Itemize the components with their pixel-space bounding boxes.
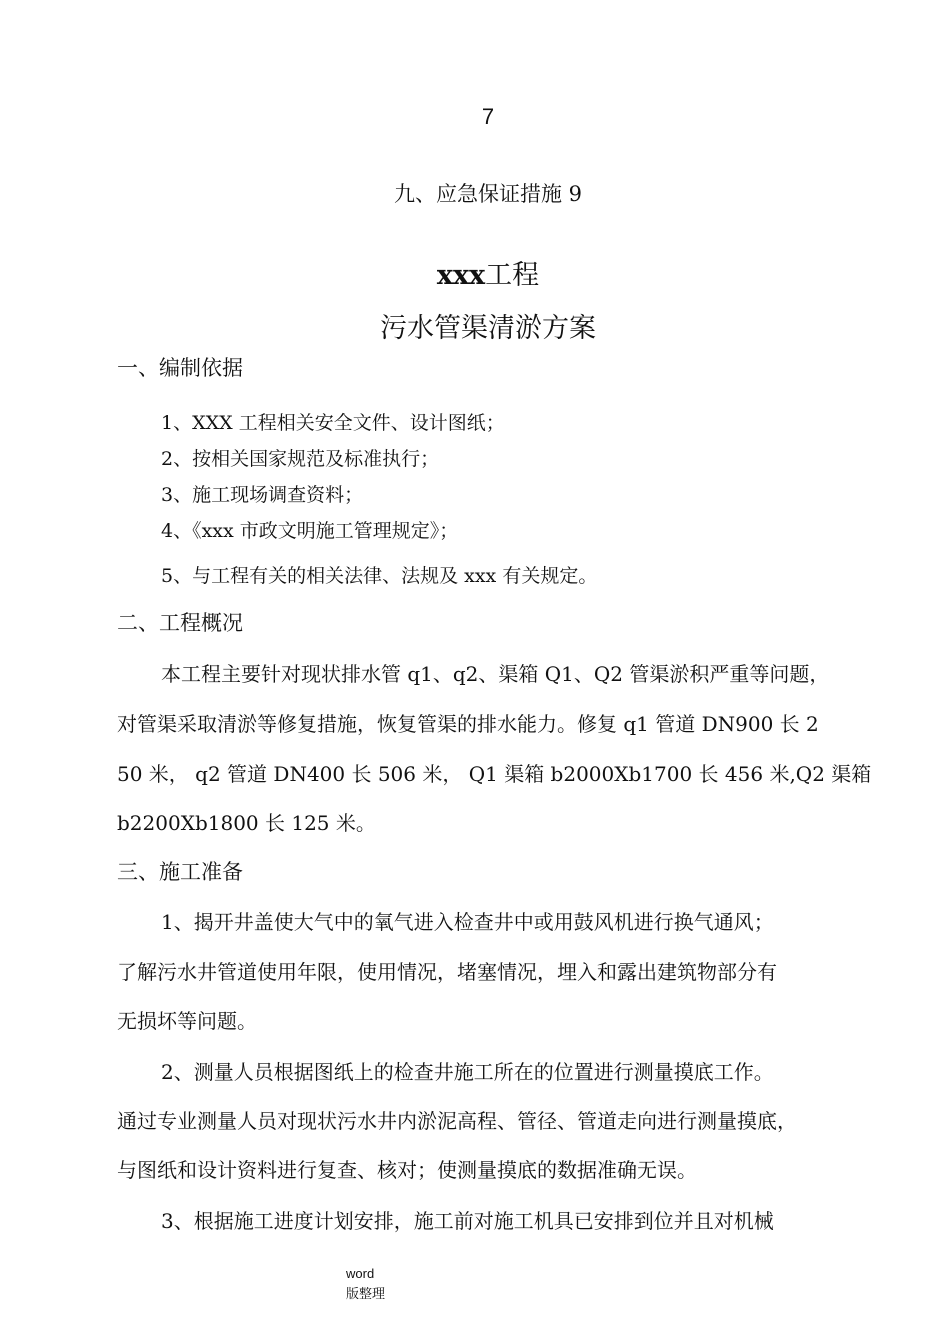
list-item: 2、按相关国家规范及标准执行； [161,448,440,470]
paragraph-line: 通过专业测量人员对现状污水井内淤泥高程、管径、管道走向进行测量摸底， [117,1109,797,1133]
section-heading-basis: 一、编制依据 [117,356,243,380]
paragraph-line: 对管渠采取清淤等修复措施，恢复管渠的排水能力。修复 q1 管道 DN900 长 2 [117,712,819,736]
title-project-suffix: 工程 [485,260,540,291]
list-item: 1、XXX 工程相关安全文件、设计图纸； [161,412,505,434]
footer-word-label: word [346,1266,375,1281]
section-heading-preparation: 三、施工准备 [117,860,243,884]
list-item: 3、施工现场调查资料； [161,484,364,506]
paragraph-line: b2200Xb1800 长 125 米。 [117,811,376,835]
toc-line: 九、应急保证措施 9 [393,182,583,206]
paragraph-line: 50 米， q2 管道 DN400 长 506 米， Q1 渠箱 b2000Xb1700 长 456 米,Q2 渠箱 [117,762,872,786]
paragraph-line: 与图纸和设计资料进行复查、核对；使测量摸底的数据准确无误。 [117,1158,697,1182]
list-item: 5、与工程有关的相关法律、法规及 xxx 有关规定。 [161,565,598,587]
paragraph-line: 了解污水井管道使用年限，使用情况，堵塞情况，埋入和露出建筑物部分有 [117,960,777,984]
title-project-code: xxx [436,260,486,291]
footer-sub-label: 版整理 [346,1287,386,1302]
paragraph-line: 1、揭开井盖使大气中的氧气进入检查井中或用鼓风机进行换气通风； [161,910,774,934]
section-heading-overview: 二、工程概况 [117,611,243,635]
list-item: 4、《xxx 市政文明施工管理规定》； [161,520,459,542]
page-number: 7 [481,104,495,129]
document-subtitle: 污水管渠清淤方案 [380,313,596,344]
paragraph-line: 3、根据施工进度计划安排，施工前对施工机具已安排到位并且对机械 [161,1209,774,1233]
paragraph-line: 本工程主要针对现状排水管 q1、q2、渠箱 Q1、Q2 管渠淤积严重等问题， [161,662,830,686]
paragraph-line: 2、测量人员根据图纸上的检查井施工所在的位置进行测量摸底工作。 [161,1060,774,1084]
paragraph-line: 无损坏等问题。 [117,1009,257,1033]
document-title [0,253,950,292]
